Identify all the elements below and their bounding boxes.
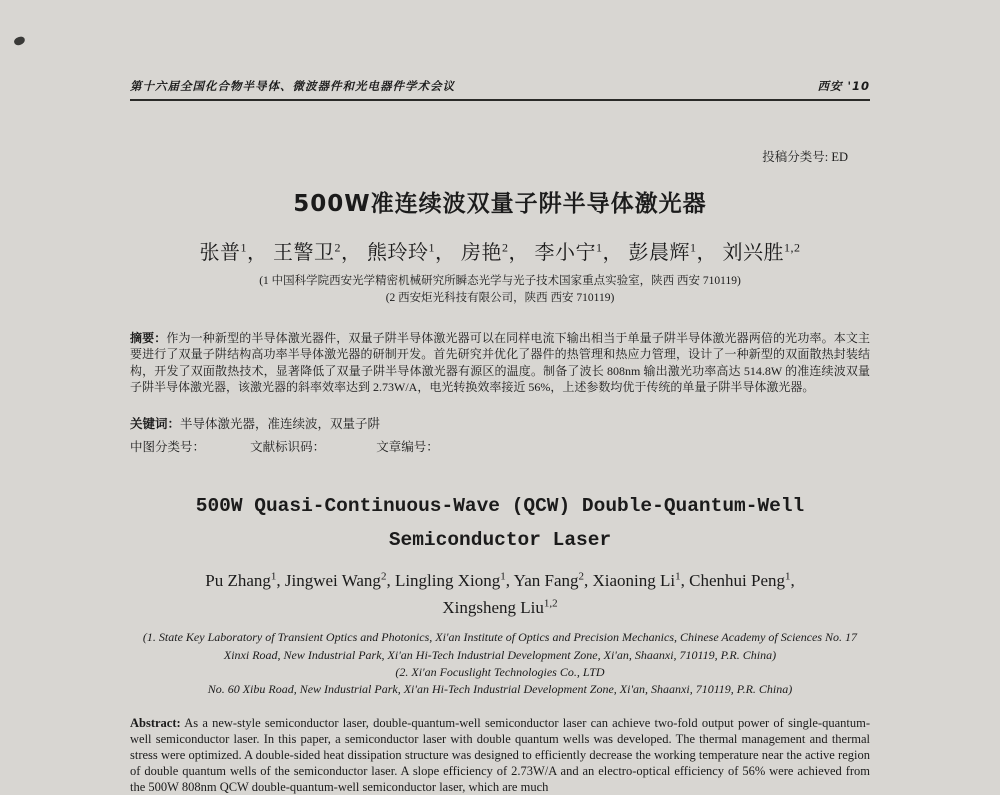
author-name: Xingsheng Liu: [442, 598, 544, 618]
author-sup: 1: [596, 240, 603, 255]
author-en: [689, 571, 795, 590]
author-name: Xiaoning Li: [592, 570, 676, 590]
author-sep: ，: [602, 242, 623, 264]
author-sep: ,: [790, 570, 795, 590]
author-name: Lingling Xiong: [394, 570, 501, 590]
abstract-cn: [130, 330, 870, 396]
author-sup: 1: [428, 240, 435, 255]
author-cn: [629, 242, 718, 264]
author-sup: 1,2: [784, 240, 801, 255]
classification-line: [130, 437, 870, 455]
author-sep: ，: [696, 242, 717, 264]
affiliation-en-2-line2: No. 60 Xibu Road, New Industrial Park, Xi'an Hi-Tech Industrial Development Zone, Xi'an, Shaanxi, 710119, P.R. China): [207, 682, 793, 697]
affiliation-cn-1: (1 中国科学院西安光学精密机械研究所瞬态光学与光子技术国家重点实验室，陕西 西安 710119): [259, 275, 741, 287]
author-name: 张普: [199, 242, 241, 264]
author-sup: 2: [334, 240, 341, 255]
author-sep: ，: [341, 242, 362, 264]
scan-artifact: [13, 36, 26, 47]
abstract-label-en: Abstract:: [130, 715, 181, 730]
author-sep: ,: [276, 570, 285, 590]
author-sup: 2: [578, 570, 584, 583]
author-name: 刘兴胜: [722, 242, 784, 264]
author-cn: [273, 242, 362, 264]
author-cn: [367, 242, 456, 264]
paper-page: [130, 78, 870, 795]
conference-header: [130, 78, 870, 101]
author-sep: ,: [680, 570, 690, 590]
author-name: 彭晨辉: [628, 242, 690, 264]
keywords-line-cn: [130, 414, 870, 432]
author-name: Jingwei Wang: [284, 570, 381, 590]
author-name: 熊玲玲: [367, 242, 429, 264]
abstract-en: [130, 715, 870, 795]
author-name: Yan Fang: [513, 570, 579, 590]
author-sep: ,: [584, 570, 593, 590]
author-cn: [723, 242, 801, 264]
author-sup: 2: [380, 570, 387, 583]
author-sup: 1: [690, 240, 697, 255]
conference-location: 西安 '10: [817, 79, 870, 93]
authors-en-line2: [130, 594, 870, 621]
author-sup: 1: [785, 570, 791, 583]
author-en: [205, 571, 285, 590]
author-cn: [535, 242, 624, 264]
author-sep: ,: [505, 570, 514, 590]
conference-title: 第十六届全国化合物半导体、微波器件和光电器件学术会议: [130, 79, 455, 93]
abstract-text-en: As a new-style semiconductor laser, double-quantum-well semiconductor laser can achieve two-fold output power of single-quantum-well semiconductor laser. In this paper, a semiconductor laser with double quantum wells was developed. The thermal management and thermal stress were optimized. A double-sided heat dissipation structure was designed to efficiently decrease the working temperature near the active region of double quantum wells of the semiconductor laser. A slope efficiency of 2.73W/A and an electro-optical efficiency of 56% were achieved from the 500W 808nm QCW double-quantum-well semiconductor laser, which are much: [130, 715, 870, 794]
author-en: [593, 571, 690, 590]
author-en: [285, 571, 395, 590]
author-en: [514, 571, 593, 590]
author-sep: ，: [508, 242, 529, 264]
paper-title-en: [130, 489, 870, 557]
author-cn: [200, 242, 268, 264]
submission-classification: 投稿分类号: ED: [762, 150, 848, 164]
author-en: [395, 571, 514, 590]
affiliation-en-1: (1. State Key Laboratory of Transient Optics and Photonics, Xi'an Institute of Optics and Precision Mechanics, Chinese Academy of Sciences No. 17 Xinxi Road, New Industrial Park, Xi'an Hi-Tech Industrial Development Zone, Xi'an, Shaanxi, 710119, P.R. China): [142, 630, 858, 662]
author-sup: 1: [675, 570, 681, 583]
affiliations-cn: [130, 273, 870, 308]
author-sup: 1: [270, 570, 277, 583]
author-name: Pu Zhang: [205, 570, 271, 590]
authors-cn: [130, 236, 870, 265]
author-cn: [461, 242, 529, 264]
authors-en-line1: [130, 567, 870, 594]
author-name: Chenhui Peng: [689, 570, 785, 590]
author-sep: ，: [247, 242, 268, 264]
author-sup: 1,2: [543, 597, 558, 610]
author-sup: 2: [502, 240, 509, 255]
author-sup: 1: [240, 240, 247, 255]
doc-code-label: 文献标识码：: [250, 439, 326, 454]
affiliations-en: [130, 629, 870, 699]
keywords-text-cn: 半导体激光器，准连续波，双量子阱: [180, 416, 381, 431]
authors-en: [130, 567, 870, 621]
abstract-label-cn: 摘要：: [130, 330, 167, 345]
paper-title-cn: 500W准连续波双量子阱半导体激光器: [293, 191, 707, 217]
paper-title-en-line1: 500W Quasi-Continuous-Wave (QCW) Double-Quantum-Well: [195, 494, 805, 517]
affiliation-en-2-line1: (2. Xi'an Focuslight Technologies Co., LTD: [395, 665, 605, 680]
author-sep: ,: [386, 570, 395, 590]
author-name: 李小宁: [534, 242, 596, 264]
affiliation-cn-2: (2 西安炬光科技有限公司，陕西 西安 710119): [385, 292, 615, 305]
clc-label: 中图分类号：: [130, 439, 206, 454]
author-sup: 1: [500, 570, 506, 583]
keywords-label-cn: 关键词：: [130, 416, 181, 431]
author-sep: ，: [435, 242, 456, 264]
paper-title-en-line2: Semiconductor Laser: [388, 528, 612, 551]
author-name: 房艳: [461, 242, 502, 264]
author-en: [442, 598, 557, 617]
abstract-text-cn: 作为一种新型的半导体激光器件，双量子阱半导体激光器可以在同样电流下输出相当于单量子阱半导体激光器两倍的光功率。本文主要进行了双量子阱结构高功率半导体激光器的研制开发。首先研究并优化了器件的热管理和热应力管理，设计了一种新型的双面散热封装结构，开发了双面散热技术，显著降低了双量子阱半导体激光器有源区的温度。制备了波长 808nm 输出激光功率高达 514.8W 的准连续波双量子阱半导体激光器，该激光器的斜率效率达到 2.73W/A，电光转换效率接近 56%，上述参数均优于传统的单量子阱半导体激光器。: [130, 330, 870, 395]
article-no-label: 文章编号：: [376, 439, 439, 454]
author-name: 王警卫: [273, 242, 335, 264]
